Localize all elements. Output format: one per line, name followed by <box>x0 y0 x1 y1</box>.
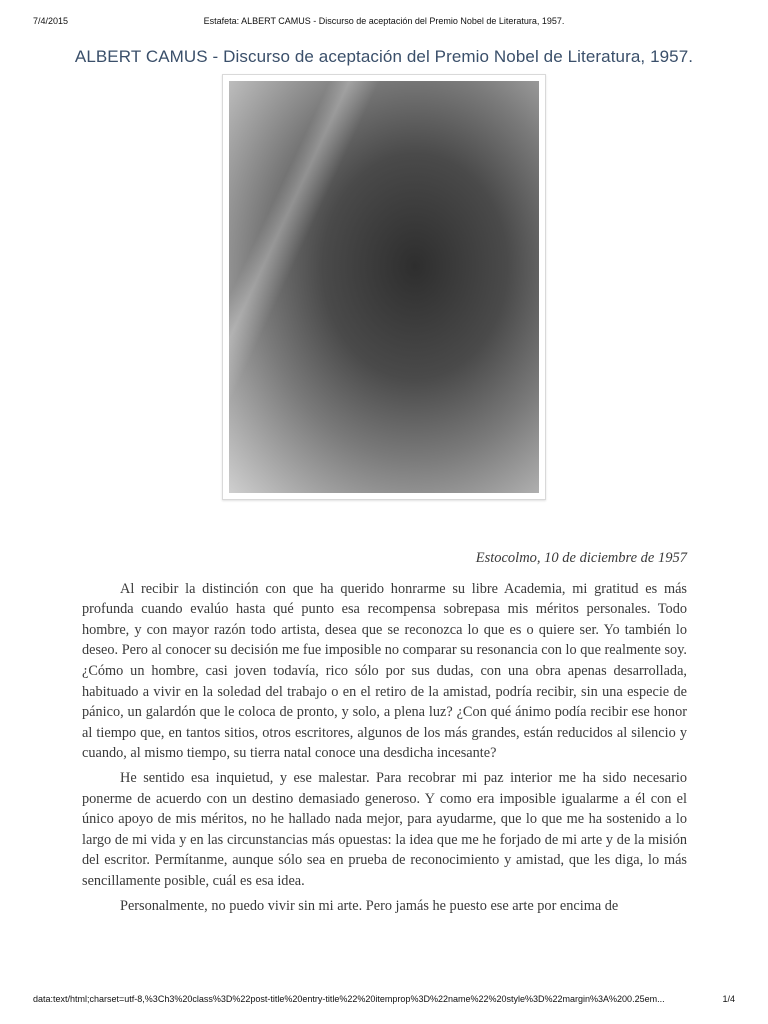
print-page-title: Estafeta: ALBERT CAMUS - Discurso de aceptación del Premio Nobel de Literatura, 1957. <box>203 16 565 26</box>
article-body <box>82 548 687 920</box>
print-footer <box>33 994 735 1008</box>
paragraph: He sentido esa inquietud, y ese malestar. Para recobrar mi paz interior me ha sido necesario ponerme de acuerdo con un destino demasiado generoso. Y como era imposible igualarme a él con el único apoyo de mis méritos, no he hallado nada mejor, para ayudarme, que lo que me ha sostenido a lo largo de mi vida y en las circunstancias más opuestas: la idea que me he forjado de mi arte y de la misión del escritor. Permítanme, aunque sólo sea en prueba de reconocimiento y amistad, que les diga, lo más sencillamente posible, cuál es esa idea. <box>82 769 687 889</box>
print-header <box>33 16 735 30</box>
photo <box>229 81 539 493</box>
photo-frame <box>222 74 546 500</box>
document-title: ALBERT CAMUS - Discurso de aceptación del Premio Nobel de Literatura, 1957. <box>74 47 694 66</box>
paragraph: Personalmente, no puedo vivir sin mi arte. Pero jamás he puesto ese arte por encima de <box>120 897 619 914</box>
page-number: 1/4 <box>722 994 735 1004</box>
dateline: Estocolmo, 10 de diciembre de 1957 <box>475 550 687 566</box>
paragraph: Al recibir la distinción con que ha querido honrarme su libre Academia, mi gratitud es más profunda cuando evalúo hasta qué punto esa recompensa sobrepasa mis méritos personales. Todo hombre, y con mayor razón todo artista, desea que se reconozca lo que es o quiere ser. Yo también lo deseo. Pero al conocer su decisión me fue imposible no comparar su resonancia con lo que realmente soy. ¿Cómo un hombre, casi joven todavía, rico sólo por sus dudas, con una obra apenas desarrollada, habituado a vivir en la soledad del trabajo o en el retiro de la amistad, podría recibir, sin una especie de pánico, un galardón que le coloca de pronto, y solo, a plena luz? ¿Con qué ánimo podía recibir ese honor al tiempo que, en tantos sitios, otros escritores, algunos de los más grandes, están reducidos al silencio y cuando, al mismo tiempo, su tierra natal conoce una desdicha incesante? <box>82 580 687 762</box>
print-url: data:text/html;charset=utf-8,%3Ch3%20class%3D%22post-title%20entry-title%22%20itemprop%3D%22name%22%20style%3D%22margin%3A%200.25em... <box>33 994 665 1004</box>
print-date: 7/4/2015 <box>33 16 69 26</box>
